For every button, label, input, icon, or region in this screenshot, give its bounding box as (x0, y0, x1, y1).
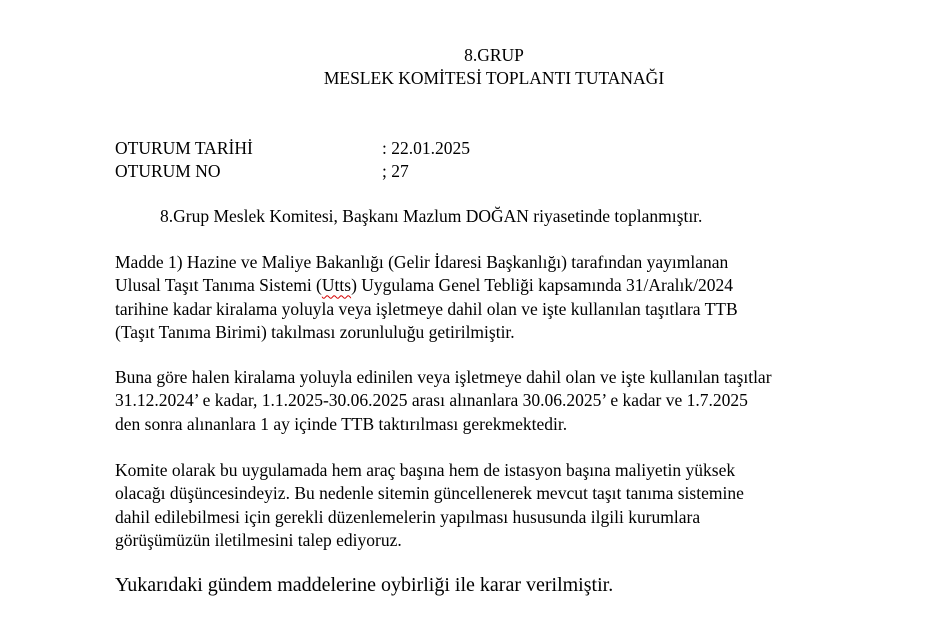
committee-opinion-paragraph (115, 459, 875, 552)
spellcheck-flagged-word: Utts (321, 275, 352, 296)
paragraph-line: dahil edilebilmesi için gerekli düzenlemelerin yapılması hususunda ilgili kurumlara (115, 506, 701, 527)
paragraph-line: 31.12.2024’ e kadar, 1.1.2025-30.06.2025 arası alınanlara 30.06.2025’ e kadar ve 1.7.2025 (115, 390, 748, 411)
document-title: MESLEK KOMİTESİ TOPLANTI TUTANAĞI (323, 68, 665, 88)
closing-statement: Yukarıdaki gündem maddelerine oybirliği ile karar verilmiştir. (115, 574, 614, 596)
paragraph-line: Buna göre halen kiralama yoluyla edinilen veya işletmeye dahil olan ve işte kullanılan taşıtlar (115, 367, 772, 387)
intro-paragraph (160, 205, 920, 228)
line-segment: ) Uygulama Genel Tebliği kapsamında 31/Aralık/2024 (351, 275, 733, 296)
session-number-value: ; 27 (382, 161, 409, 181)
paragraph-line: tarihine kadar kiralama yoluyla veya işletmeye dahil olan ve işte kullanılan taşıtlara TTB (115, 298, 738, 319)
paragraph-line (115, 274, 875, 297)
article-1-paragraph (115, 251, 875, 344)
session-date-value: : 22.01.2025 (382, 138, 470, 158)
paragraph-line: görüşümüzün iletilmesini talep ediyoruz. (115, 529, 402, 550)
paragraph-line: olacağı düşüncesindeyiz. Bu nedenle sitemin güncellenerek mevcut taşıt tanıma sistemine (115, 483, 744, 504)
paragraph-line: den sonra alınanlara 1 ay içinde TTB taktırılması gerekmektedir. (115, 413, 568, 434)
line-segment: Ulusal Taşıt Tanıma Sistemi ( (115, 275, 322, 296)
group-heading: 8.GRUP (464, 45, 524, 65)
deadline-paragraph (115, 366, 875, 436)
session-number-label: OTURUM NO (115, 161, 221, 181)
paragraph-line: Komite olarak bu uygulamada hem araç başına hem de istasyon başına maliyetin yüksek (115, 460, 736, 480)
paragraph-line: Madde 1) Hazine ve Maliye Bakanlığı (Gelir İdaresi Başkanlığı) tarafından yayımlanan (115, 252, 729, 272)
paragraph-line: (Taşıt Tanıma Birimi) takılması zorunluluğu getirilmiştir. (115, 321, 515, 342)
intro-line: 8.Grup Meslek Komitesi, Başkanı Mazlum DOĞAN riyasetinde toplanmıştır. (160, 206, 703, 226)
session-date-label: OTURUM TARİHİ (115, 138, 253, 158)
